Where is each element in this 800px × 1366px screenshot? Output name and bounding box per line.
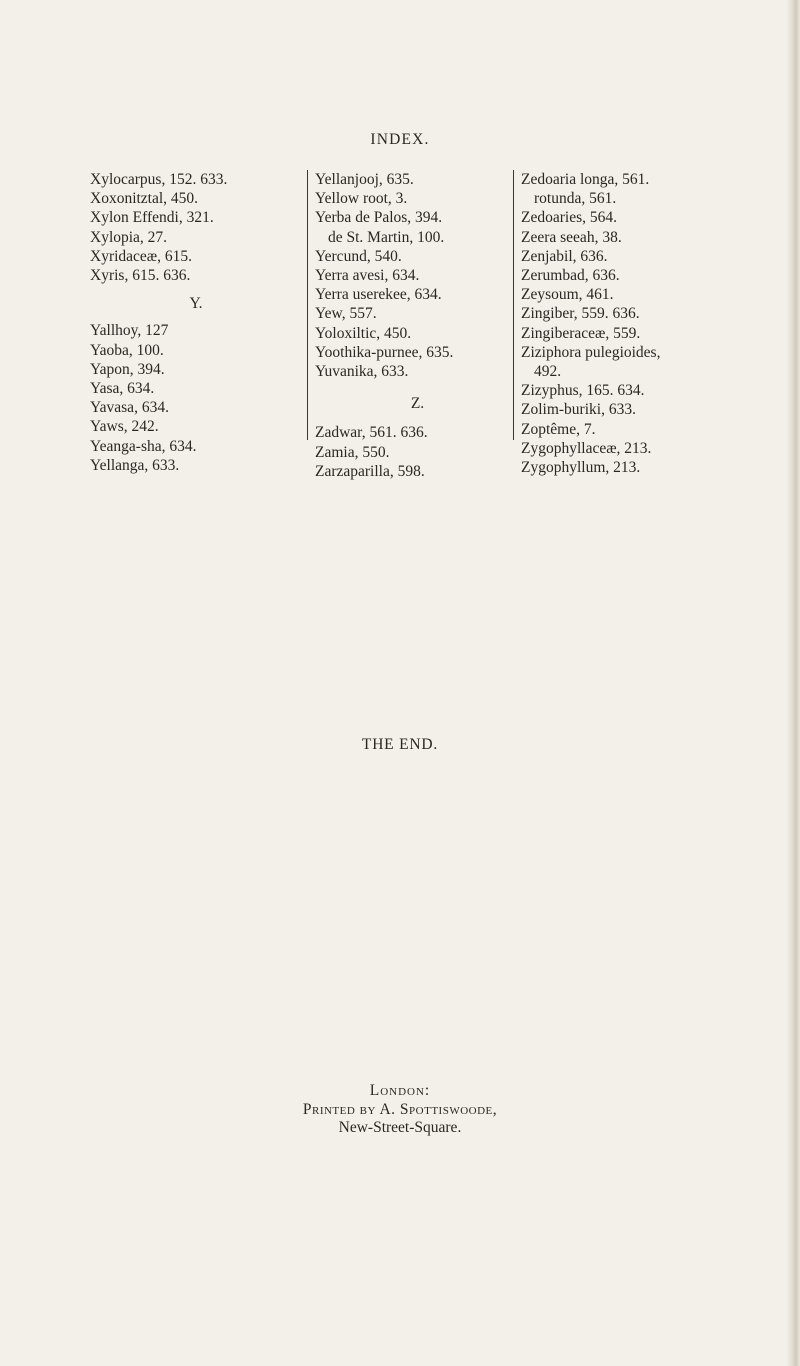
- index-entry: Yaoba, 100.: [90, 341, 164, 359]
- index-entry: Yapon, 394.: [90, 360, 165, 378]
- index-column-2: [307, 170, 520, 480]
- index-entry: Yoothika-purnee, 635.: [315, 343, 454, 361]
- index-entry: Zingiberaceæ, 559.: [521, 324, 641, 342]
- index-entry: Zizyphus, 165. 634.: [521, 382, 645, 400]
- section-letter-z: Z.: [410, 395, 425, 413]
- index-entry: Yew, 557.: [315, 305, 377, 323]
- index-entry: Zenjabil, 636.: [521, 247, 608, 265]
- index-entry: Zeera seeah, 38.: [521, 228, 622, 246]
- index-entry: Yoloxiltic, 450.: [315, 324, 412, 342]
- index-entry: Yeanga-sha, 634.: [90, 437, 197, 455]
- index-entry: Zingiber, 559. 636.: [521, 305, 640, 323]
- index-entry: Yellow root, 3.: [315, 190, 408, 208]
- index-entry: Yasa, 634.: [90, 380, 155, 398]
- index-column-3: [513, 170, 736, 477]
- index-subentry: rotunda, 561.: [534, 190, 617, 208]
- index-entry: Zoptême, 7.: [521, 420, 596, 438]
- index-entry: Zolim-buriki, 633.: [521, 401, 636, 419]
- index-entry: Ziziphora pulegioides,: [521, 343, 661, 361]
- index-entry: Yellanga, 633.: [90, 456, 180, 474]
- index-entry: Yaws, 242.: [90, 418, 159, 436]
- index-entry: Zadwar, 561. 636.: [315, 424, 428, 442]
- index-column-1: [90, 170, 302, 475]
- imprint-city: London:: [369, 1082, 431, 1099]
- index-entry: Xoxonitztal, 450.: [90, 190, 199, 208]
- index-entry: Zygophyllaceæ, 213.: [521, 439, 652, 457]
- index-entry: Yellanjooj, 635.: [315, 171, 414, 188]
- index-entry: Xylon Effendi, 321.: [90, 209, 214, 227]
- index-entry: Xylopia, 27.: [90, 228, 168, 246]
- index-entry: Yuvanika, 633.: [315, 363, 409, 381]
- index-entry: Zedoaria longa, 561.: [521, 171, 650, 188]
- page-edge-shadow: [786, 0, 800, 1366]
- index-entry: Zerumbad, 636.: [521, 267, 620, 285]
- page-title: INDEX.: [370, 131, 430, 148]
- index-subentry: de St. Martin, 100.: [328, 228, 445, 246]
- section-letter-y: Y.: [189, 295, 203, 313]
- index-entry: Zygophyllum, 213.: [521, 459, 641, 477]
- index-entry: Yercund, 540.: [315, 247, 402, 265]
- index-entry: Yallhoy, 127: [90, 322, 169, 340]
- index-entry: Zeysoum, 461.: [521, 286, 614, 304]
- imprint-address: New-Street-Square.: [338, 1119, 462, 1136]
- index-entry: Xyris, 615. 636.: [90, 267, 191, 285]
- index-entry-continuation: 492.: [534, 363, 562, 381]
- index-entry: Xylocarpus, 152. 633.: [90, 171, 228, 188]
- index-entry: Zedoaries, 564.: [521, 209, 617, 227]
- index-entry: Yerra avesi, 634.: [315, 267, 420, 285]
- index-entry: Yavasa, 634.: [90, 399, 169, 417]
- index-entry: Zamia, 550.: [315, 443, 390, 461]
- index-entry: Yerra userekee, 634.: [315, 286, 442, 304]
- index-entry: Yerba de Palos, 394.: [315, 209, 443, 227]
- index-entry: Xyridaceæ, 615.: [90, 247, 193, 265]
- imprint-printer: Printed by A. Spottiswoode,: [302, 1100, 498, 1118]
- printer-imprint: [0, 1082, 800, 1138]
- index-entry: Zarzaparilla, 598.: [315, 462, 425, 480]
- the-end-text: THE END.: [361, 736, 439, 753]
